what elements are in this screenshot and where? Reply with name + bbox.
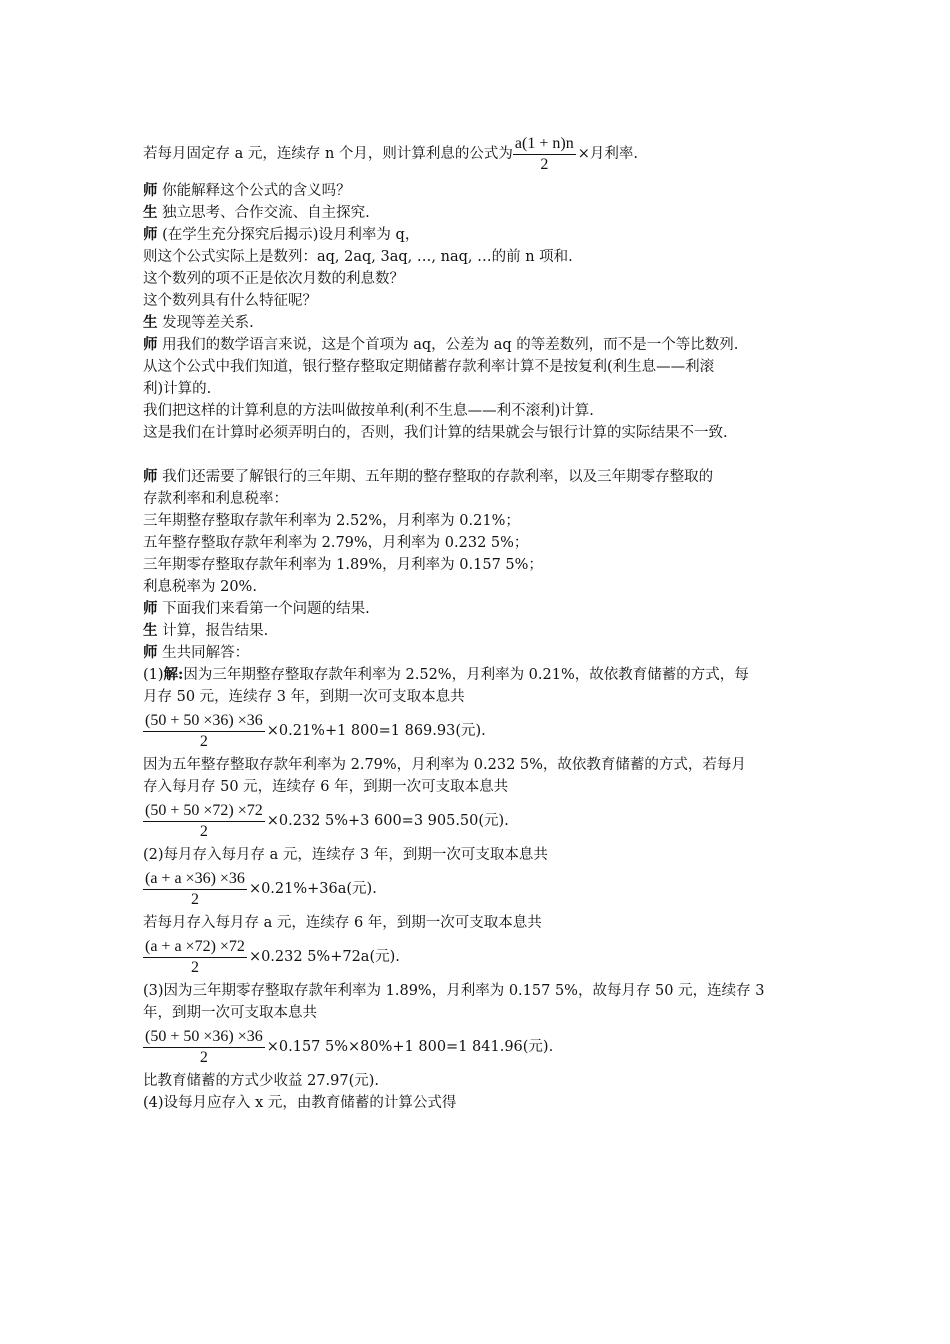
speaker-label: 生 xyxy=(143,314,158,331)
text: 若每月固定存 a 元，连续存 n 个月，则计算利息的公式为 xyxy=(143,146,513,162)
dialogue-line xyxy=(143,334,823,356)
text-line: (4)设每月应存入 x 元，由教育储蓄的计算公式得 xyxy=(143,1095,457,1111)
rate-line: 三年期零存整取存款年利率为 1.89%，月利率为 0.157 5%； xyxy=(143,557,543,573)
text-line: (2)每月存入每月存 a 元，连续存 3 年，到期一次可支取本息共 xyxy=(143,847,548,863)
solution-label: 解: xyxy=(163,666,184,683)
blank-line xyxy=(143,444,823,466)
formula-line-interest xyxy=(143,128,823,180)
fraction-numerator: (a + a ×72) ×72 xyxy=(143,937,247,958)
text: (在学生充分探究后揭示)设月利率为 q， xyxy=(162,227,420,243)
text-line: 比教育储蓄的方式少收益 27.97(元). xyxy=(143,1073,380,1089)
rate-line: 三年期整存整取存款年利率为 2.52%，月利率为 0.21%； xyxy=(143,513,520,529)
text: ×月利率. xyxy=(577,146,638,162)
dialogue-line xyxy=(143,312,823,334)
text-line: (3)因为三年期零存整取存款年利率为 1.89%，月利率为 0.157 5%，故每月存 50 元，连续存 3 xyxy=(143,983,765,999)
dialogue-line xyxy=(143,598,823,620)
formula-line xyxy=(143,798,823,844)
formula-fraction xyxy=(143,801,265,842)
text-line: 因为五年整存整取存款年利率为 2.79%，月利率为 0.232 5%，故依教育储蓄的方式，若每月 xyxy=(143,757,746,773)
fraction-numerator: (a + a ×36) ×36 xyxy=(143,869,247,890)
solution-line xyxy=(143,664,823,686)
text: 因为三年期整存整取存款年利率为 2.52%，月利率为 0.21%，故依教育储蓄的方式，每 xyxy=(183,667,749,683)
formula-result: ×0.21%+36a(元). xyxy=(248,881,377,897)
text-line: 我们把这样的计算利息的方法叫做按单利(利不生息——利不滚利)计算. xyxy=(143,403,594,419)
text-line: 从这个公式中我们知道，银行整存整取定期储蓄存款利率计算不是按复利(利生息——利滚 xyxy=(143,359,715,375)
item-number: (1) xyxy=(143,667,164,683)
dialogue-line xyxy=(143,224,823,246)
text: 我们还需要了解银行的三年期、五年期的整存整取的存款利率，以及三年期零存整取的 xyxy=(162,469,714,485)
text-line: 这个数列具有什么特征呢？ xyxy=(143,293,317,309)
text-line: 存款利率和利息税率： xyxy=(143,491,288,507)
dialogue-line xyxy=(143,642,823,664)
fraction-denominator: 2 xyxy=(199,1048,208,1066)
fraction-numerator: (50 + 50 ×36) ×36 xyxy=(143,1027,265,1048)
text-line: 则这个公式实际上是数列：aq, 2aq, 3aq, …, naq, …的前 n 项和. xyxy=(143,249,573,265)
formula-line xyxy=(143,934,823,980)
speaker-label: 师 xyxy=(143,468,158,485)
speaker-label: 师 xyxy=(143,226,158,243)
fraction-denominator: 2 xyxy=(190,958,199,976)
interest-fraction xyxy=(513,134,576,175)
text: 生共同解答： xyxy=(162,645,250,661)
speaker-label: 师 xyxy=(143,182,158,199)
formula-line xyxy=(143,1024,823,1070)
formula-line xyxy=(143,866,823,912)
formula-result: ×0.232 5%+3 600=3 905.50(元). xyxy=(266,813,509,829)
text: 发现等差关系. xyxy=(162,315,254,331)
text: 计算，报告结果. xyxy=(162,623,269,639)
dialogue-line xyxy=(143,466,823,488)
text-line: 这是我们在计算时必须弄明白的，否则，我们计算的结果就会与银行计算的实际结果不一致. xyxy=(143,425,728,441)
text-line: 存入每月存 50 元，连续存 6 年，到期一次可支取本息共 xyxy=(143,779,509,795)
text: 用我们的数学语言来说，这是个首项为 aq，公差为 aq 的等差数列，而不是一个等比数列. xyxy=(162,337,739,353)
dialogue-line xyxy=(143,620,823,642)
fraction-denominator: 2 xyxy=(199,732,208,750)
text-line: 若每月存入每月存 a 元，连续存 6 年，到期一次可支取本息共 xyxy=(143,915,542,931)
speaker-label: 师 xyxy=(143,336,158,353)
text-line: 这个数列的项不正是依次月数的利息数？ xyxy=(143,271,404,287)
speaker-label: 师 xyxy=(143,600,158,617)
speaker-label: 生 xyxy=(143,622,158,639)
fraction-denominator: 2 xyxy=(540,155,549,173)
dialogue-line xyxy=(143,202,823,224)
formula-fraction xyxy=(143,937,247,978)
text-line: 月存 50 元，连续存 3 年，到期一次可支取本息共 xyxy=(143,689,465,705)
fraction-denominator: 2 xyxy=(190,890,199,908)
formula-fraction xyxy=(143,711,265,752)
fraction-numerator: (50 + 50 ×72) ×72 xyxy=(143,801,265,822)
formula-result: ×0.232 5%+72a(元). xyxy=(248,949,400,965)
fraction-denominator: 2 xyxy=(199,822,208,840)
text: 下面我们来看第一个问题的结果. xyxy=(162,601,370,617)
fraction-numerator: a(1 + n)n xyxy=(513,134,576,155)
rate-line: 利息税率为 20%. xyxy=(143,579,257,595)
text: 你能解释这个公式的含义吗？ xyxy=(162,183,351,199)
text-line: 利)计算的. xyxy=(143,381,212,397)
speaker-label: 生 xyxy=(143,204,158,221)
formula-fraction xyxy=(143,1027,265,1068)
formula-result: ×0.21%+1 800=1 869.93(元). xyxy=(266,723,486,739)
formula-result: ×0.157 5%×80%+1 800=1 841.96(元). xyxy=(266,1039,554,1055)
text: 独立思考、合作交流、自主探究. xyxy=(162,205,370,221)
speaker-label: 师 xyxy=(143,644,158,661)
formula-fraction xyxy=(143,869,247,910)
formula-line xyxy=(143,708,823,754)
fraction-numerator: (50 + 50 ×36) ×36 xyxy=(143,711,265,732)
document-body xyxy=(143,128,823,1114)
text-line: 年，到期一次可支取本息共 xyxy=(143,1005,317,1021)
rate-line: 五年整存整取存款年利率为 2.79%，月利率为 0.232 5%； xyxy=(143,535,529,551)
dialogue-line xyxy=(143,180,823,202)
